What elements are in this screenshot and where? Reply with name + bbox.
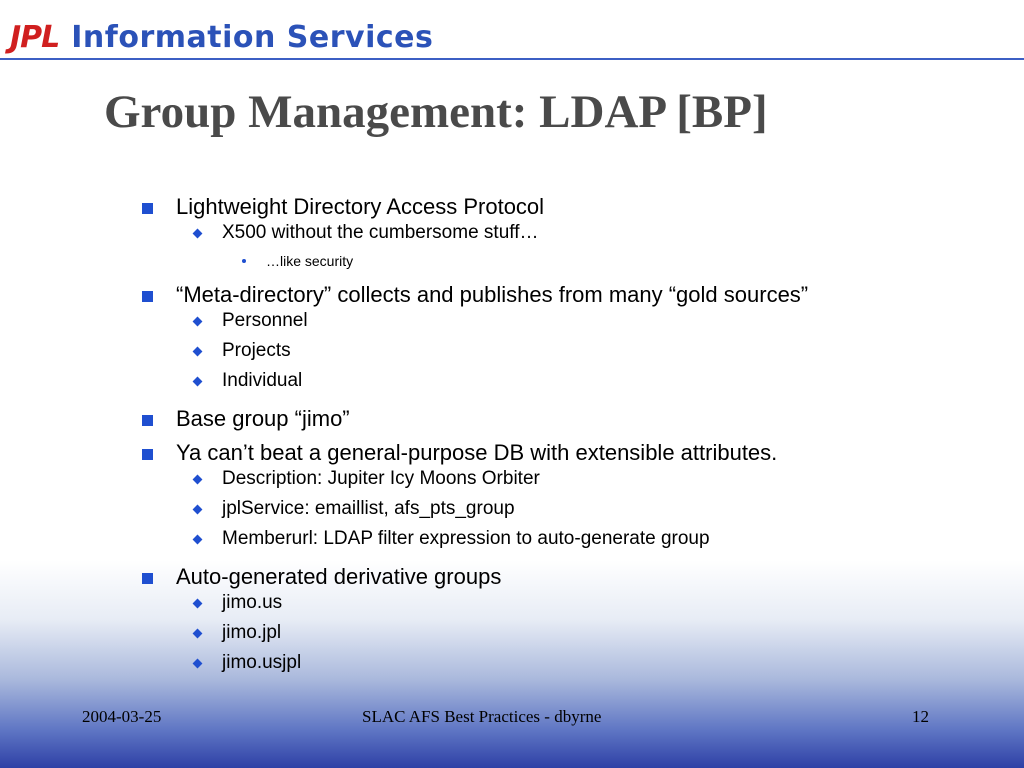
diamond-bullet-icon [193,377,203,387]
dot-bullet-icon [242,259,246,263]
diamond-bullet-icon [193,475,203,485]
bullet-text: Base group “jimo” [176,406,350,431]
diamond-bullet-icon [193,629,203,639]
diamond-bullet-icon [193,317,203,327]
diamond-bullet-icon [193,659,203,669]
bullet-text: jimo.jpl [222,622,282,643]
header-divider [0,58,1024,60]
bullet-text: Personnel [222,310,308,331]
footer-page-number: 12 [912,707,929,726]
bullet-text: jimo.usjpl [222,652,302,673]
footer-date: 2004-03-25 [82,707,162,726]
diamond-bullet-icon [193,347,203,357]
bullet-text: jplService: emaillist, afs_pts_group [222,498,515,519]
diamond-bullet-icon [193,535,203,545]
diamond-bullet-icon [193,599,203,609]
bullet-text: jimo.us [222,592,283,613]
logo-jpl: JPL [10,20,60,55]
slide-header [0,0,1024,64]
diamond-bullet-icon [193,505,203,515]
slide-footer [0,707,1024,731]
jpl-information-services-logo [10,18,433,58]
bullet-text: Projects [222,340,291,361]
footer-presentation-title: SLAC AFS Best Practices - dbyrne [362,707,602,726]
bullet-text: Memberurl: LDAP filter expression to auto-generate group [222,528,710,549]
square-bullet-icon [142,203,153,214]
bullet-text: Individual [222,370,303,391]
square-bullet-icon [142,415,153,426]
square-bullet-icon [142,449,153,460]
bullet-text: …like security [266,253,354,269]
bullet-text: Auto-generated derivative groups [176,564,502,589]
square-bullet-icon [142,573,153,584]
square-bullet-icon [142,291,153,302]
bullet-text: Ya can’t beat a general-purpose DB with extensible attributes. [176,440,778,465]
bullet-text: “Meta-directory” collects and publishes from many “gold sources” [176,282,809,307]
slide-title: Group Management: LDAP [BP] [104,86,768,138]
bullet-text: X500 without the cumbersome stuff… [222,222,539,243]
bullet-text: Description: Jupiter Icy Moons Orbiter [222,468,540,489]
logo-information-services: Information Services [71,20,434,55]
diamond-bullet-icon [193,229,203,239]
bullet-text: Lightweight Directory Access Protocol [176,194,545,219]
